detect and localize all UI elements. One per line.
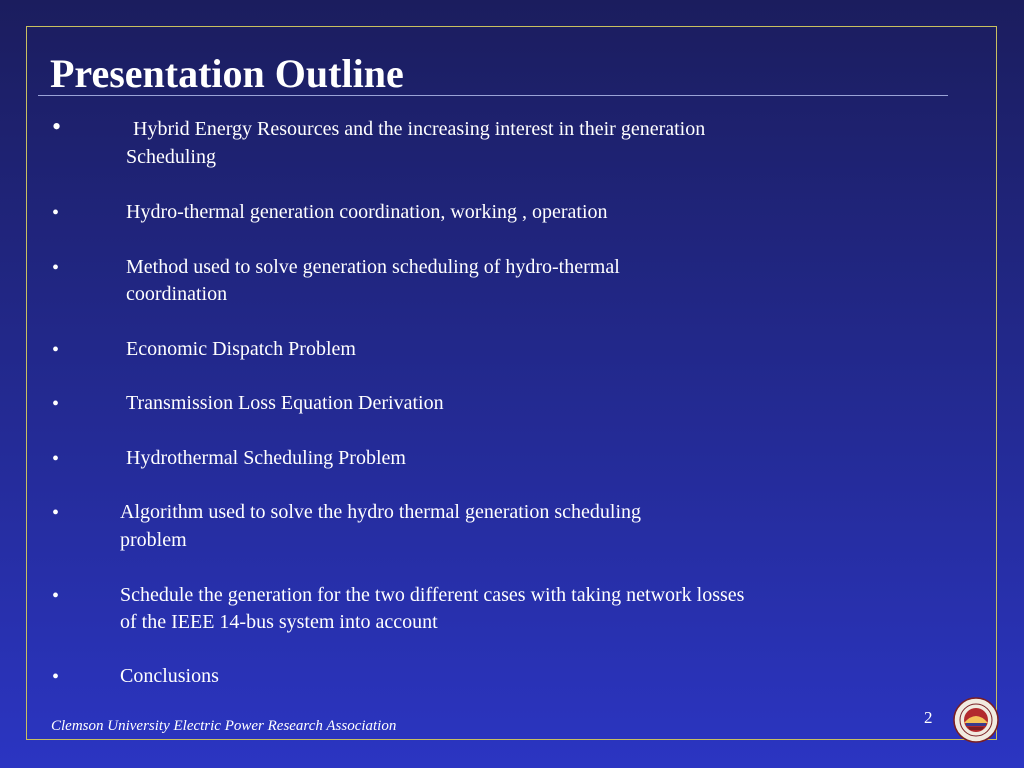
page-number: 2 — [924, 708, 933, 727]
bullet-marker: • — [52, 112, 62, 141]
title-divider — [38, 95, 948, 96]
bullet-marker: • — [52, 502, 60, 524]
outline-item-6-line-1: Hydrothermal Scheduling Problem — [126, 447, 406, 469]
outline-item-5-line-1: Transmission Loss Equation Derivation — [126, 392, 444, 414]
outline-item-8-line-1: Schedule the generation for the two different cases with taking network losses — [120, 584, 745, 606]
outline-item-7-line-1: Algorithm used to solve the hydro thermal generation scheduling — [120, 501, 641, 523]
outline-item-2-line-1: Hydro-thermal generation coordination, working , operation — [126, 201, 608, 223]
outline-item-9-line-1: Conclusions — [120, 665, 219, 687]
bullet-marker: • — [52, 585, 60, 607]
footer-organization: Clemson University Electric Power Research Association — [51, 718, 397, 734]
outline-item-7-line-2: problem — [120, 529, 187, 551]
slide-title: Presentation Outline — [50, 51, 404, 96]
bullet-marker: • — [52, 393, 60, 415]
bullet-marker: • — [52, 257, 60, 279]
outline-item-1-line-1: Hybrid Energy Resources and the increasing interest in their generation — [133, 118, 706, 140]
bullet-marker: • — [52, 666, 60, 688]
outline-item-3-line-1: Method used to solve generation scheduling of hydro-thermal — [126, 256, 620, 278]
outline-item-8-line-2: of the IEEE 14-bus system into account — [120, 611, 438, 633]
bullet-marker: • — [52, 339, 60, 361]
university-seal-icon — [953, 697, 999, 743]
bullet-marker: • — [52, 202, 60, 224]
outline-item-3-line-2: coordination — [126, 283, 228, 305]
outline-item-4-line-1: Economic Dispatch Problem — [126, 338, 356, 360]
bullet-marker: • — [52, 448, 60, 470]
outline-item-1-line-2: Scheduling — [126, 146, 216, 168]
